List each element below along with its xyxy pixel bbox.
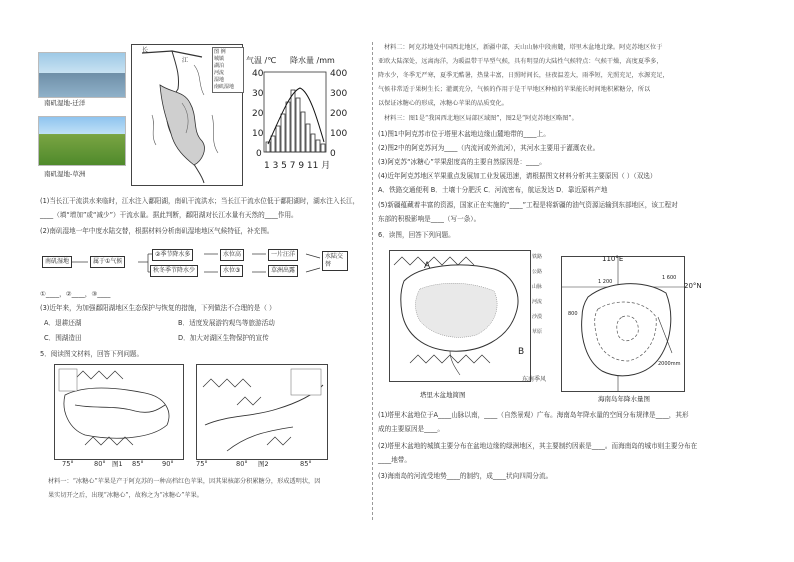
fig2-tick: 80° bbox=[236, 460, 248, 468]
option-a: A．退耕还湖 bbox=[44, 319, 82, 327]
right-question: 东部的积极影响是____（写一条）。 bbox=[378, 215, 481, 223]
svg-text:400: 400 bbox=[330, 69, 348, 79]
q6-line: (3)海南岛的河流受地势____的制约，成____状向四周分流。 bbox=[378, 472, 553, 480]
east-monsoon-label: 东南季风 bbox=[522, 376, 547, 383]
tarim-label-b: B bbox=[518, 347, 525, 357]
figure2-caption: 图2 bbox=[258, 460, 269, 468]
right-question: (2)图2中的阿克苏河为____（内流河或外流河），其河水主要用于灌溉农业。 bbox=[378, 144, 600, 152]
lat-label: 20°N bbox=[684, 282, 702, 290]
material2-line: 材料二：阿克苏地处中国西北地区，新疆中部，天山山脉中段南麓，塔里木盆地北缘。阿克苏地区位于 bbox=[384, 44, 663, 51]
svg-text:20: 20 bbox=[252, 109, 264, 119]
q6-line: ____地带。 bbox=[378, 456, 411, 464]
flow-grass-view: 草洲出露 bbox=[268, 265, 298, 277]
right-question: (1)图1中阿克苏市位于塔里木盆地边缘山麓地带的____上。 bbox=[378, 130, 550, 138]
legend-item: 湖泊 bbox=[214, 63, 225, 69]
fig1-tick: 80° bbox=[94, 460, 106, 468]
wetland-photo-grass bbox=[38, 116, 126, 166]
legend-item: 南矶湿地 bbox=[214, 84, 235, 90]
poyang-map bbox=[131, 44, 243, 186]
tarim-map-drawing bbox=[390, 251, 530, 381]
legend-item: 城镇 bbox=[214, 56, 225, 62]
svg-text:10: 10 bbox=[252, 129, 264, 139]
map-label-river: 江 bbox=[182, 57, 189, 64]
fill-line: ①____，②____，③____ bbox=[40, 290, 111, 298]
fig1-tick: 85° bbox=[132, 460, 144, 468]
figure2-drawing bbox=[197, 365, 327, 459]
fig1-tick: 75° bbox=[62, 460, 74, 468]
flow-result: 水陆交替 bbox=[322, 251, 348, 271]
q5-title: 5．阅读图文材料，回答下列问题。 bbox=[40, 350, 144, 358]
flow-arrows bbox=[40, 246, 340, 286]
material2-line: 亚欧大陆深处，远离海洋，为暖温带干旱型气候，具有明显的大陆性气候特点：气候干燥，高度夏季多， bbox=[378, 58, 663, 65]
material2-line: 气候非常适于果树生长；灌溉充分，气候的作用于是干旱地区种植的苹果能长时间地积累糖分，所以 bbox=[378, 86, 651, 93]
hainan-rainfall-map bbox=[561, 255, 702, 392]
flow-start: 南矶湿地 bbox=[42, 256, 72, 268]
flow-summer: ②季节降水多 bbox=[152, 249, 193, 261]
material1-line: 材料一：“冰糖心”苹果是产于阿克苏的一种高档红色苹果，因其果核部分积累糖分，形成透明状，因 bbox=[48, 478, 321, 485]
map-label-top: 长 bbox=[142, 47, 149, 54]
right-question: (3)阿克苏“冰糖心”苹果甜度高的主要自然原因是：____。 bbox=[378, 158, 546, 166]
svg-text:0: 0 bbox=[256, 149, 262, 159]
isohyet-label: 1 200 bbox=[598, 279, 613, 285]
svg-text:300: 300 bbox=[330, 89, 348, 99]
precip-axis-label: 降水量 /mm bbox=[290, 56, 335, 65]
legend-item: 湿地 bbox=[214, 77, 225, 83]
legend-item: 河流 bbox=[214, 70, 225, 76]
material2-line: 以保证冰糖心的形成，冰糖心苹果的品质变化。 bbox=[378, 100, 508, 107]
climate-chart bbox=[244, 56, 356, 176]
right-question: 6．读图，回答下列问题。 bbox=[378, 231, 455, 239]
fig2-tick: 85° bbox=[300, 460, 312, 468]
material2-line: 降水少，冬季无严寒，夏季无酷暑，热量丰富，日照时间长，昼夜温差大，雨季短，光照充足，水源充足， bbox=[378, 72, 669, 79]
q6-line: 成的主要原因是____。 bbox=[378, 425, 444, 433]
fig2-tick: 75° bbox=[196, 460, 208, 468]
fig1-tick: 90° bbox=[162, 460, 174, 468]
legend-title: 图 例 bbox=[214, 49, 226, 55]
tarim-label-a: A bbox=[424, 261, 431, 271]
legend-mountain: 山脉 bbox=[532, 284, 543, 290]
isohyet-label: 800 bbox=[568, 311, 578, 317]
svg-text:200: 200 bbox=[330, 109, 348, 119]
photo1-caption: 南矶湿地-迁洋 bbox=[44, 99, 86, 107]
right-question: A．铁路交通便利 B．土壤十分肥沃 C．河流密布，航运发达 D．靠近原料产地 bbox=[378, 186, 608, 194]
figure1-caption: 图1 bbox=[112, 460, 123, 468]
legend-river: 河流 bbox=[532, 299, 543, 305]
right-question: (5)新疆蕴藏着丰富的资源，国家正在实施的“____”工程是将新疆的油气资源运输到东部地区，该工程对 bbox=[378, 201, 678, 209]
option-b: B．适度发展游钓观鸟等旅游活动 bbox=[178, 319, 275, 327]
flow-belongs: 属于①气候 bbox=[90, 256, 125, 268]
photo2-caption: 南矶湿地-草洲 bbox=[44, 170, 86, 178]
option-c: C．围湖造田 bbox=[44, 334, 82, 342]
legend-railway: 铁路 bbox=[532, 254, 543, 260]
option-d: D．加大对湖区生物保护的宣传 bbox=[178, 334, 269, 342]
q3-line: (3)近年来，为加强鄱阳湖地区生态保护与恢复的措施，下列做法不合理的是（ ） bbox=[40, 304, 276, 312]
q6-line: (1)塔里木盆地位于A____山脉以南，____（自然景观）广布。海南岛年降水量的空间分布规律是____，其形 bbox=[378, 411, 689, 419]
figure2-map bbox=[196, 364, 328, 460]
tarim-legend bbox=[532, 250, 554, 340]
tarim-caption: 塔里木盆地简图 bbox=[420, 391, 466, 399]
map-legend bbox=[212, 47, 244, 93]
flow-water-high: 水位高 bbox=[220, 249, 244, 261]
temp-axis-label: 气温 /℃ bbox=[246, 56, 277, 65]
flow-lake-view: 一片汪洋 bbox=[268, 249, 298, 261]
climate-plot bbox=[244, 68, 356, 178]
svg-text:30: 30 bbox=[252, 89, 264, 99]
q6-line: (2)塔里木盆地的城镇主要分布在盆地边缘的绿洲地区，其主要制约因素是____。而海南岛的城市则主要分布在 bbox=[378, 442, 698, 450]
q1-line: ____（填“增加”或“减少”）干流水量。据此判断，鄱阳湖对长江水量有天然的____作用。 bbox=[40, 211, 298, 219]
flow-water-low: 水位③ bbox=[220, 265, 243, 277]
svg-text:0: 0 bbox=[330, 149, 336, 159]
wetland-photo-water bbox=[38, 52, 126, 98]
svg-text:1 3 5 7 9 11 月: 1 3 5 7 9 11 月 bbox=[264, 161, 331, 171]
column-divider bbox=[372, 42, 374, 520]
figure1-map bbox=[54, 364, 184, 460]
q2-line: (2)南矶湿地一年中度水陆交替，根据材料分析南矶湿地地区气候特征，补充图。 bbox=[40, 227, 274, 235]
hainan-caption: 海南岛年降水量图 bbox=[598, 395, 650, 403]
material1-line: 果实切开之后，出现“冰糖心”，故称之为“冰糖心”苹果。 bbox=[48, 492, 203, 499]
legend-grassland: 草原 bbox=[532, 329, 543, 335]
material3-line: 材料三：图1是“我国西北地区局部区域图”，图2是“阿克苏地区略图”。 bbox=[384, 115, 578, 122]
svg-text:40: 40 bbox=[252, 69, 264, 79]
isohyet-label: 1 600 bbox=[662, 275, 677, 281]
legend-desert: 沙漠 bbox=[532, 314, 543, 320]
lon-label: 110°E bbox=[602, 255, 624, 263]
flow-autumn: 秋冬季节降水少 bbox=[150, 265, 198, 277]
right-question: (4)近年阿克苏地区苹果重点发展加工业发展迅速，请根据图文材料分析其主要原因（ ）（双选） bbox=[378, 172, 657, 180]
isohyet-label: 2000mm bbox=[658, 361, 681, 367]
q1-line: (1)当长江干流洪水来临时，江水注入鄱阳湖，南矶干流洪水；当长江干流水位低于鄱阳湖时，湖水注入长江， bbox=[40, 197, 360, 205]
tarim-basin-map bbox=[389, 250, 531, 382]
legend-road: 公路 bbox=[532, 269, 543, 275]
svg-text:100: 100 bbox=[330, 129, 348, 139]
figure1-drawing bbox=[55, 365, 183, 459]
